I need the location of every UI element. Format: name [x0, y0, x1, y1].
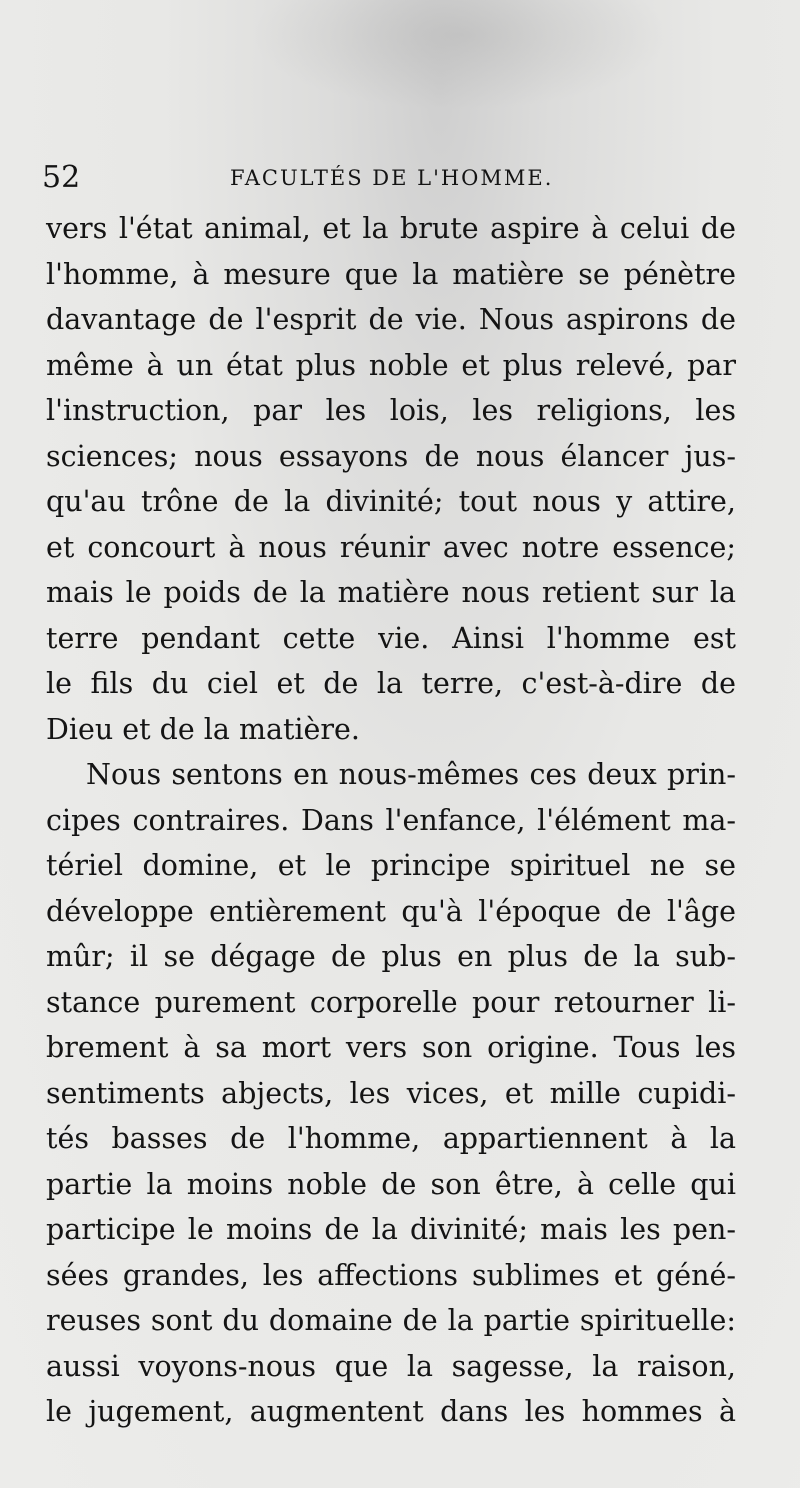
text-line: sciences; nous essayons de nous élancer jus-	[46, 439, 736, 473]
text-line: et concourt à nous réunir avec notre essence;	[46, 530, 736, 564]
text-line: reuses sont du domaine de la partie spirituelle:	[46, 1304, 736, 1337]
body-text	[46, 206, 736, 1435]
text-line: le jugement, augmentent dans les hommes à	[46, 1395, 736, 1428]
text-line: le fils du ciel et de la terre, c'est-à-dire de	[46, 667, 736, 700]
text-line: brement à sa mort vers son origine. Tous les	[46, 1031, 736, 1064]
text-line: aussi voyons-nous que la sagesse, la raison,	[46, 1349, 736, 1383]
text-line: davantage de l'esprit de vie. Nous aspirons de	[46, 303, 736, 336]
text-line: même à un état plus noble et plus relevé, par	[46, 348, 736, 382]
running-head: FACULTÉS DE L'HOMME.	[230, 166, 554, 190]
page-number: 52	[42, 160, 81, 195]
text-line: terre pendant cette vie. Ainsi l'homme est	[46, 621, 736, 655]
text-line: mais le poids de la matière nous retient sur la	[46, 576, 736, 609]
text-line: cipes contraires. Dans l'enfance, l'élément ma-	[46, 803, 736, 837]
text-line: stance purement corporelle pour retourner li-	[46, 985, 736, 1019]
text-line: partie la moins noble de son être, à celle qui	[46, 1167, 736, 1201]
text-line: vers l'état animal, et la brute aspire à celui de	[46, 212, 736, 245]
text-line: l'instruction, par les lois, les religions, les	[46, 394, 736, 427]
text-line: tériel domine, et le principe spirituel ne se	[46, 849, 736, 882]
text-line: sentiments abjects, les vices, et mille cupidi-	[46, 1076, 736, 1110]
text-line: participe le moins de la divinité; mais les pen-	[46, 1213, 736, 1246]
text-line: développe entièrement qu'à l'époque de l'âge	[46, 894, 736, 928]
page-header	[42, 158, 742, 198]
text-line: qu'au trône de la divinité; tout nous y attire,	[46, 485, 736, 518]
text-line-paragraph-start: Nous sentons en nous-mêmes ces deux prin-	[86, 758, 736, 791]
text-line-paragraph-end: Dieu et de la matière.	[46, 712, 360, 746]
paper-stain	[250, 0, 670, 110]
text-line: mûr; il se dégage de plus en plus de la sub-	[46, 940, 736, 973]
text-line: tés basses de l'homme, appartiennent à la	[46, 1122, 736, 1155]
text-line: sées grandes, les affections sublimes et géné-	[46, 1258, 736, 1292]
text-line: l'homme, à mesure que la matière se pénètre	[46, 257, 736, 291]
